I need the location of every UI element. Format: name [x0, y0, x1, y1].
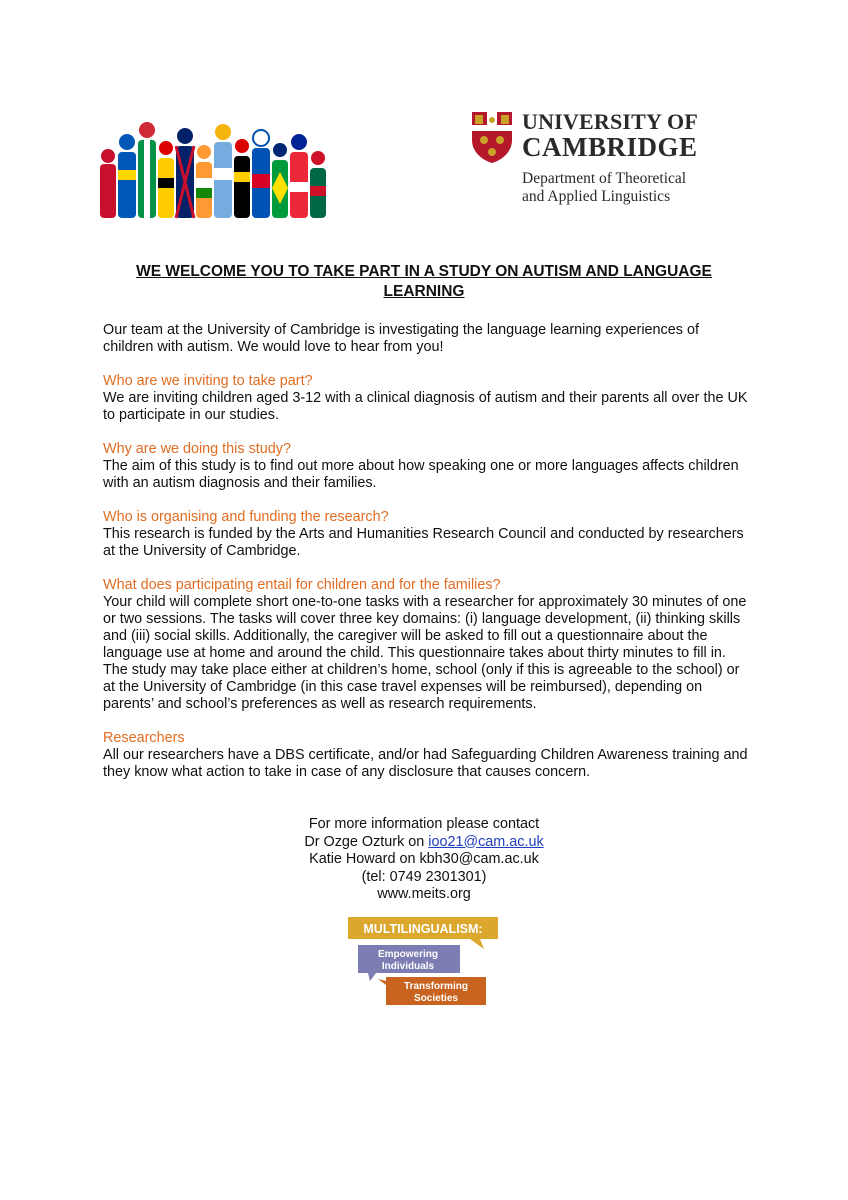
meits-logo-line3b: Societies — [414, 993, 458, 1004]
contact-person2: Katie Howard on kbh30@cam.ac.uk — [309, 851, 539, 867]
contact-website: www.meits.org — [377, 886, 471, 902]
department-line2: and Applied Linguistics — [522, 188, 671, 205]
page-title — [100, 262, 748, 302]
intro-paragraph: Our team at the University of Cambridge is investigating the language learning experiences of children with autism. We would love to hear from you! — [103, 322, 699, 355]
multicultural-figures-illustration — [96, 112, 336, 224]
section-body: All our researchers have a DBS certificate, and/or had Safeguarding Children Awareness training and they know what action to take in case of any disclosure that causes concern. — [103, 747, 748, 780]
meits-logo-line1: MULTILINGUALISM: — [363, 922, 483, 936]
university-logo — [470, 110, 710, 210]
section-heading: Researchers — [103, 730, 185, 746]
contact-block — [262, 816, 586, 904]
contact-person1-name: Dr Ozge Ozturk on — [304, 833, 429, 850]
university-name-line1: UNIVERSITY OF — [522, 109, 698, 134]
cambridge-shield-icon — [470, 110, 514, 164]
university-name — [522, 110, 698, 160]
figure-group — [100, 122, 326, 218]
section-body: This research is funded by the Arts and Humanities Research Council and conducted by researchers at the University of Cambridge. — [103, 526, 744, 559]
meits-logo-line2b: Individuals — [381, 961, 435, 972]
meits-logo-line3a: Transforming — [404, 981, 468, 992]
section-participation — [103, 577, 753, 713]
department-name — [522, 170, 686, 206]
section-body: The aim of this study is to find out more about how speaking one or more languages affects children with an autism diagnosis and their families. — [103, 458, 739, 491]
contact-person1 — [262, 834, 586, 852]
section-researchers — [103, 730, 753, 781]
title-line1: WE WELCOME YOU TO TAKE PART IN A STUDY ON AUTISM AND LANGUAGE — [136, 263, 712, 280]
contact-telephone: (tel: 0749 2301301) — [361, 868, 487, 885]
title-line2: LEARNING — [383, 283, 465, 300]
meits-multilingualism-logo — [346, 915, 502, 1007]
section-organising-funding — [103, 509, 753, 560]
contact-intro: For more information please contact — [308, 816, 540, 832]
section-who-invited — [103, 373, 753, 424]
meits-logo-line2a: Empowering — [377, 949, 439, 960]
section-why-study — [103, 441, 753, 492]
main-content — [103, 322, 753, 798]
section-heading: Who are we inviting to take part? — [103, 373, 313, 389]
email-link-ozturk[interactable]: ioo21@cam.ac.uk — [428, 833, 544, 850]
section-heading: Who is organising and funding the research? — [103, 509, 389, 525]
section-body: We are inviting children aged 3-12 with a clinical diagnosis of autism and their parents all over the UK to participate in our studies. — [103, 390, 748, 423]
section-heading: What does participating entail for children and for the families? — [103, 577, 501, 593]
section-heading: Why are we doing this study? — [103, 441, 291, 457]
section-body: Your child will complete short one-to-one tasks with a researcher for approximately 30 minutes of one or two sessions. The tasks will cover three key domains: (i) language development, (ii) thinking skills and (iii) social skills. Additionally, the caregiver will be asked to fill out a questionnaire about the language use at home and around the child. This questionnaire takes about thirty minutes to fill in. The study may take place either at children’s home, school (only if this is agreeable to the school) or at the University of Cambridge (in this case travel expenses will be reimbursed), depending on parents’ and school’s preferences as well as research requirements. — [103, 594, 747, 712]
university-name-line2: CAMBRIDGE — [522, 132, 698, 162]
department-line1: Department of Theoretical — [522, 170, 687, 187]
